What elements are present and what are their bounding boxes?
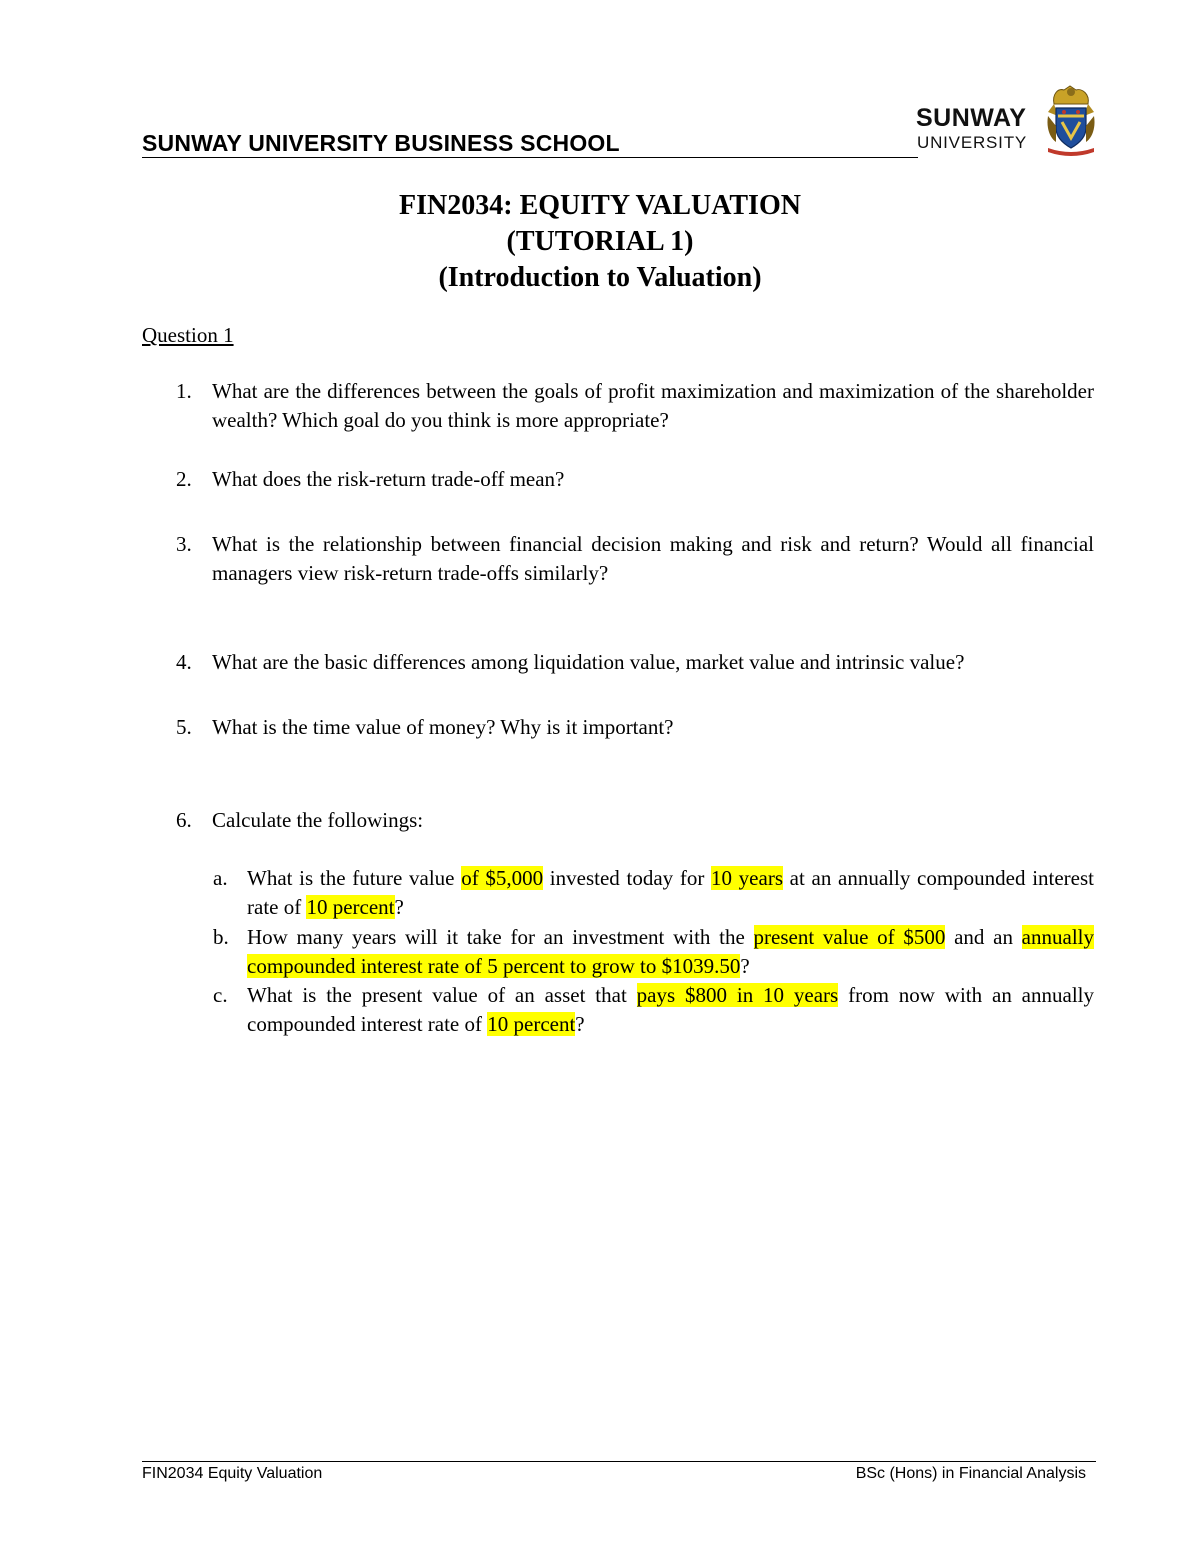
highlighted-text: of $5,000 [461, 866, 544, 890]
list-item: Calculate the followings: [212, 808, 424, 832]
highlighted-text: 10 years [711, 866, 783, 890]
list-item: What does the risk-return trade-off mean? [212, 467, 565, 491]
subitem-a [247, 864, 1094, 922]
subitem-text: invested today for [543, 866, 711, 890]
footer-program: BSc (Hons) in Financial Analysis [855, 1465, 1086, 1482]
list-item: What is the time value of money? Why is it important? [212, 715, 674, 739]
subitem-text: and an [945, 925, 1022, 949]
item-number: 2. [176, 467, 192, 491]
item-number: 1. [176, 379, 192, 403]
subitem-b [247, 923, 1094, 981]
highlighted-text: 10 percent [306, 895, 395, 919]
university-crest-icon [1044, 82, 1098, 156]
subitem-text: What is the future value [247, 866, 462, 890]
item-number: 6. [176, 808, 192, 832]
item-number: 4. [176, 650, 192, 674]
subitem-text: ? [740, 954, 750, 978]
subitem-text: ? [575, 1012, 585, 1036]
subitem-letter: b. [213, 925, 229, 949]
highlighted-text: 10 percent [487, 1012, 576, 1036]
question-heading: Question 1 [142, 323, 234, 347]
subitem-letter: c. [213, 983, 228, 1007]
list-item: What is the relationship between financial decision making and risk and return? Would all financial managers view risk-return trade-offs similarly? [212, 532, 1094, 585]
footer-course: FIN2034 Equity Valuation [142, 1465, 323, 1482]
item-number: 5. [176, 715, 192, 739]
subitem-letter: a. [213, 866, 228, 890]
header-divider [142, 157, 918, 158]
item-number: 3. [176, 532, 192, 556]
tutorial-topic: (Introduction to Valuation) [438, 262, 762, 293]
subitem-text: at an annually compounded interest rate of [247, 866, 1095, 919]
university-logo [916, 82, 1098, 156]
course-title: FIN2034: EQUITY VALUATION [399, 190, 801, 221]
subitem-c [247, 981, 1094, 1039]
subitem-text: from now with an annually compounded interest rate of [247, 983, 1094, 1036]
footer-divider [142, 1461, 1096, 1462]
school-title: SUNWAY UNIVERSITY BUSINESS SCHOOL [142, 130, 620, 156]
subitem-text: How many years will it take for an investment with the [247, 925, 754, 949]
list-item: What are the basic differences among liquidation value, market value and intrinsic value? [212, 650, 965, 674]
logo-wordmark-bottom: UNIVERSITY [917, 133, 1028, 152]
highlighted-text: present value of $500 [753, 925, 946, 949]
highlighted-text: annually compounded interest rate of 5 percent to grow to $1039.50 [247, 925, 1094, 978]
logo-wordmark-top: SUNWAY [916, 104, 1027, 132]
subitem-text: ? [394, 895, 404, 919]
tutorial-number: (TUTORIAL 1) [506, 226, 694, 257]
list-item: What are the differences between the goals of profit maximization and maximization of the shareholder wealth? Which goal do you think is more appropriate? [212, 379, 1094, 432]
highlighted-text: pays $800 in 10 years [636, 983, 839, 1007]
subitem-text: What is the present value of an asset that [247, 983, 637, 1007]
